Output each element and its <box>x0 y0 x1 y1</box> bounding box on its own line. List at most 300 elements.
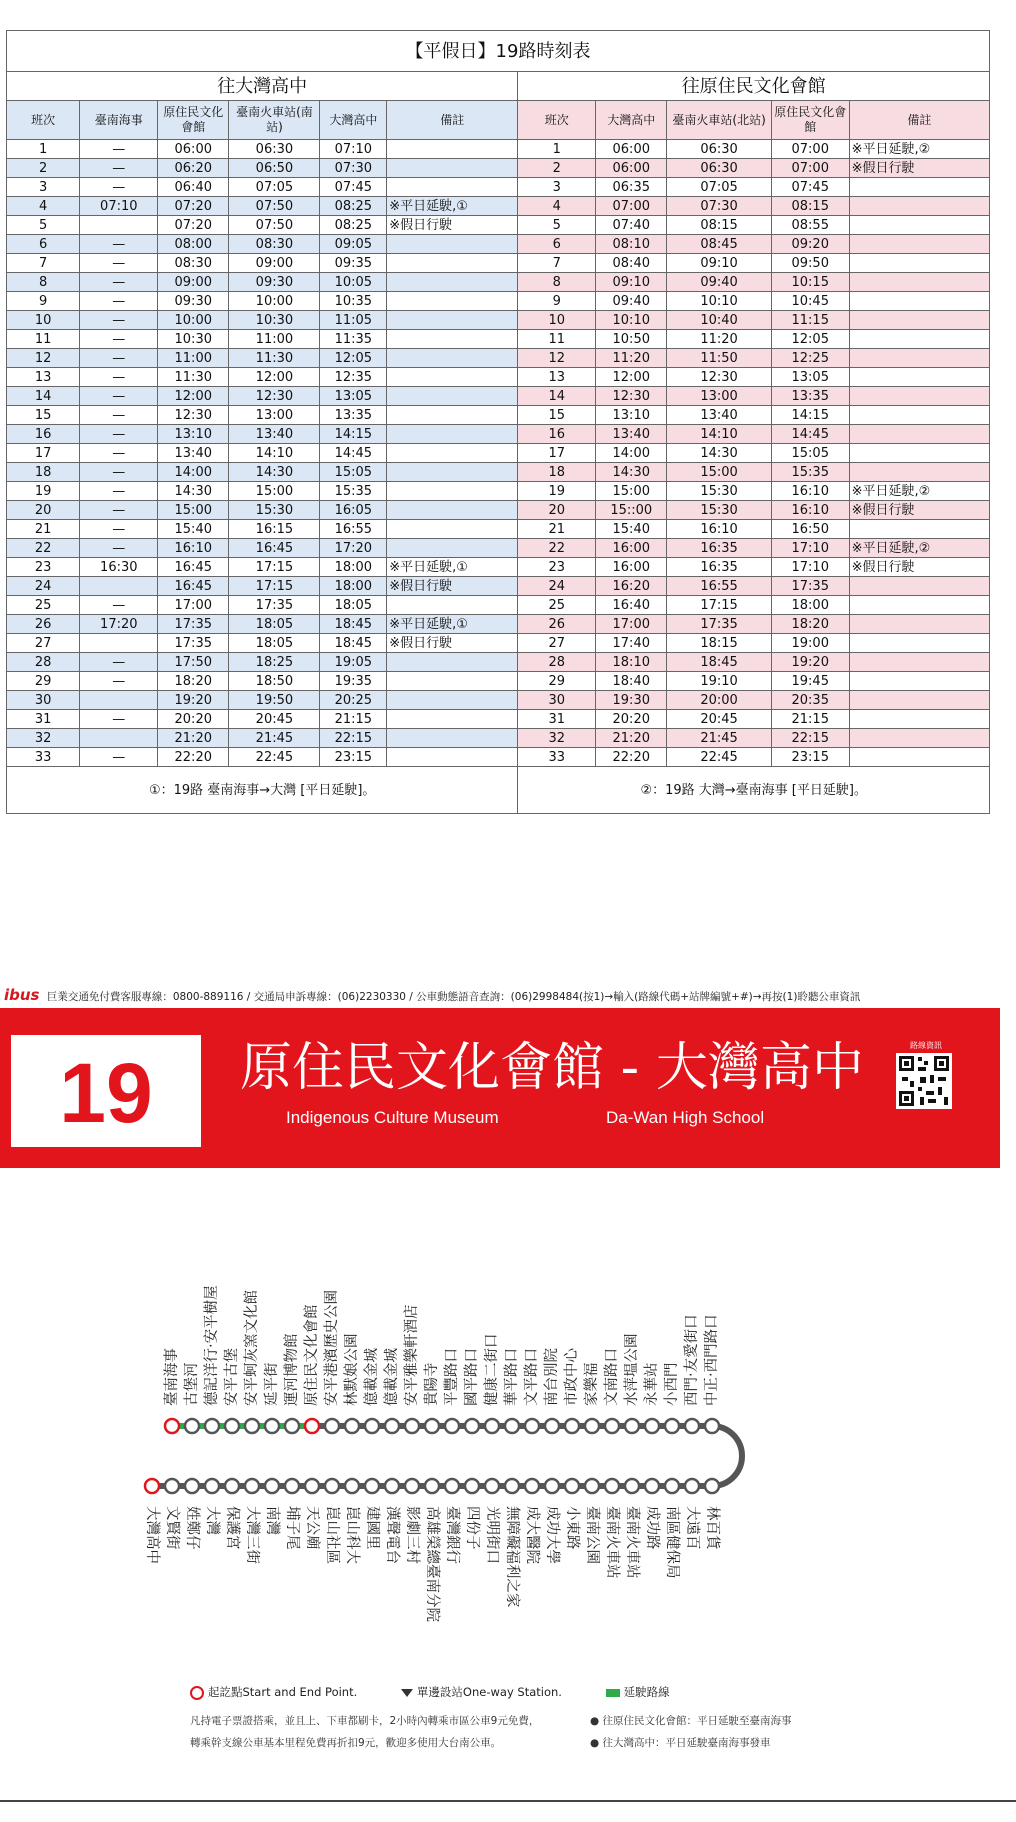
cell-left-5: ※假日行駛 <box>387 634 518 653</box>
cell-left-0: 12 <box>7 349 80 368</box>
station-top-23: 水萍塭公園 <box>624 1333 640 1406</box>
station-bottom-3: 大灣 <box>204 1506 220 1535</box>
cell-right-1: 12:00 <box>596 368 667 387</box>
header-left-3: 臺南火車站(南站) <box>229 101 320 140</box>
station-dot-top <box>465 1419 479 1433</box>
cell-right-1: 22:20 <box>596 748 667 767</box>
cell-right-0: 22 <box>518 539 596 558</box>
station-dot-top <box>385 1419 399 1433</box>
station-dot-bottom <box>505 1479 519 1493</box>
cell-right-1: 16:00 <box>596 539 667 558</box>
cell-left-3: 13:40 <box>229 425 320 444</box>
cell-left-4: 23:15 <box>320 748 387 767</box>
cell-left-5 <box>387 254 518 273</box>
cell-right-0: 21 <box>518 520 596 539</box>
station-bottom-17: 光明街口 <box>484 1506 500 1564</box>
cell-left-3: 18:05 <box>229 634 320 653</box>
cell-left-2: 20:20 <box>158 710 229 729</box>
cell-left-5 <box>387 406 518 425</box>
station-dot-bottom <box>205 1479 219 1493</box>
station-top-10: 億載金城 <box>364 1348 380 1406</box>
cell-right-3: 16:50 <box>771 520 849 539</box>
cell-left-0: 8 <box>7 273 80 292</box>
cell-left-3: 17:35 <box>229 596 320 615</box>
cell-left-4: 13:35 <box>320 406 387 425</box>
cell-left-0: 11 <box>7 330 80 349</box>
cell-right-2: 06:30 <box>667 159 772 178</box>
station-dot-top <box>345 1419 359 1433</box>
cell-right-0: 10 <box>518 311 596 330</box>
station-dot-top <box>505 1419 519 1433</box>
cell-right-2: 06:30 <box>667 140 772 159</box>
cell-right-0: 20 <box>518 501 596 520</box>
header-right-3: 原住民文化會館 <box>771 101 849 140</box>
cell-left-3: 07:05 <box>229 178 320 197</box>
station-dot-bottom <box>465 1479 479 1493</box>
cell-left-4: 18:45 <box>320 615 387 634</box>
cell-left-0: 18 <box>7 463 80 482</box>
cell-left-5 <box>387 235 518 254</box>
cell-right-1: 15:40 <box>596 520 667 539</box>
cell-right-4 <box>849 653 989 672</box>
cell-left-3: 10:30 <box>229 311 320 330</box>
cell-left-4: 19:05 <box>320 653 387 672</box>
cell-left-3: 21:45 <box>229 729 320 748</box>
table-row <box>7 577 990 596</box>
table-row <box>7 159 990 178</box>
cell-right-4 <box>849 387 989 406</box>
cell-right-2: 22:45 <box>667 748 772 767</box>
cell-right-3: 18:20 <box>771 615 849 634</box>
cell-right-0: 18 <box>518 463 596 482</box>
cell-right-1: 08:40 <box>596 254 667 273</box>
cell-right-0: 2 <box>518 159 596 178</box>
route-poster <box>0 978 1000 1798</box>
table-row <box>7 653 990 672</box>
qr-block <box>896 1040 956 1109</box>
legend-one-way: 單邊設站One-way Station. <box>401 1684 562 1700</box>
cell-right-2: 13:40 <box>667 406 772 425</box>
station-bottom-4: 保護宮 <box>224 1506 240 1550</box>
cell-left-1: — <box>80 596 158 615</box>
info-bar <box>4 986 996 1004</box>
cell-left-3: 15:30 <box>229 501 320 520</box>
cell-left-3: 16:15 <box>229 520 320 539</box>
cell-right-2: 10:10 <box>667 292 772 311</box>
cell-left-3: 12:00 <box>229 368 320 387</box>
cell-right-2: 20:00 <box>667 691 772 710</box>
cell-right-0: 25 <box>518 596 596 615</box>
cell-right-3: 15:35 <box>771 463 849 482</box>
cell-right-4 <box>849 463 989 482</box>
station-top-21: 家樂福 <box>584 1362 600 1406</box>
cell-left-2: 17:50 <box>158 653 229 672</box>
cell-right-4 <box>849 406 989 425</box>
cell-left-5: ※假日行駛 <box>387 577 518 596</box>
station-dot-top <box>405 1419 419 1433</box>
cell-left-0: 1 <box>7 140 80 159</box>
cell-left-5 <box>387 520 518 539</box>
cell-left-4: 18:00 <box>320 558 387 577</box>
station-dot-bottom <box>365 1479 379 1493</box>
cell-left-4: 07:30 <box>320 159 387 178</box>
header-right-0: 班次 <box>518 101 596 140</box>
cell-left-5 <box>387 178 518 197</box>
cell-left-2: 17:35 <box>158 634 229 653</box>
cell-left-4: 18:05 <box>320 596 387 615</box>
cell-right-4: ※平日延駛,② <box>849 482 989 501</box>
cell-left-2: 13:10 <box>158 425 229 444</box>
route-line <box>152 1426 742 1486</box>
cell-left-2: 13:40 <box>158 444 229 463</box>
cell-left-2: 06:40 <box>158 178 229 197</box>
cell-left-2: 17:00 <box>158 596 229 615</box>
station-dot-bottom <box>145 1479 159 1493</box>
cell-right-3: 08:15 <box>771 197 849 216</box>
cell-right-3: 19:00 <box>771 634 849 653</box>
table-row <box>7 463 990 482</box>
cell-left-4: 15:35 <box>320 482 387 501</box>
table-row <box>7 729 990 748</box>
cell-right-0: 7 <box>518 254 596 273</box>
station-bottom-25: 成功路 <box>644 1506 660 1550</box>
table-row <box>7 349 990 368</box>
cell-right-2: 12:30 <box>667 368 772 387</box>
station-dot-top <box>565 1419 579 1433</box>
cell-right-4: ※平日延駛,② <box>849 140 989 159</box>
cell-right-3: 10:15 <box>771 273 849 292</box>
cell-left-0: 13 <box>7 368 80 387</box>
cell-left-0: 31 <box>7 710 80 729</box>
cell-right-2: 15:00 <box>667 463 772 482</box>
cell-left-0: 19 <box>7 482 80 501</box>
cell-left-3: 12:30 <box>229 387 320 406</box>
cell-left-0: 28 <box>7 653 80 672</box>
cell-left-0: 3 <box>7 178 80 197</box>
cell-left-2: 11:30 <box>158 368 229 387</box>
cell-left-1: — <box>80 463 158 482</box>
cell-left-5 <box>387 444 518 463</box>
cell-right-0: 11 <box>518 330 596 349</box>
notes-left <box>190 1710 539 1754</box>
cell-left-1: — <box>80 444 158 463</box>
cell-left-3: 22:45 <box>229 748 320 767</box>
station-dot-bottom <box>285 1479 299 1493</box>
station-dot-top <box>265 1419 279 1433</box>
cell-right-3: 09:50 <box>771 254 849 273</box>
cell-left-3: 10:00 <box>229 292 320 311</box>
cell-left-2: 22:20 <box>158 748 229 767</box>
station-top-11: 億載金城 <box>384 1348 400 1406</box>
cell-right-4 <box>849 368 989 387</box>
cell-left-0: 32 <box>7 729 80 748</box>
cell-right-0: 24 <box>518 577 596 596</box>
header-row <box>7 101 990 140</box>
cell-left-3: 17:15 <box>229 577 320 596</box>
station-bottom-21: 小東路 <box>564 1506 580 1550</box>
cell-left-4: 12:35 <box>320 368 387 387</box>
table-row <box>7 330 990 349</box>
cell-left-3: 11:30 <box>229 349 320 368</box>
direction-right: 往原住民文化會館 <box>518 72 990 101</box>
cell-left-4: 17:20 <box>320 539 387 558</box>
cell-right-1: 07:00 <box>596 197 667 216</box>
station-dot-top <box>665 1419 679 1433</box>
start-end-icon <box>190 1686 204 1700</box>
station-bottom-24: 臺南火車站 <box>624 1506 640 1579</box>
cell-right-0: 23 <box>518 558 596 577</box>
station-dot-top <box>205 1419 219 1433</box>
cell-right-3: 10:45 <box>771 292 849 311</box>
cell-right-4 <box>849 197 989 216</box>
station-dot-bottom <box>265 1479 279 1493</box>
cell-left-3: 09:30 <box>229 273 320 292</box>
cell-left-1: — <box>80 425 158 444</box>
station-bottom-16: 四份子 <box>464 1506 480 1550</box>
cell-right-2: 11:20 <box>667 330 772 349</box>
cell-left-1: — <box>80 406 158 425</box>
cell-left-3: 07:50 <box>229 197 320 216</box>
table-row <box>7 710 990 729</box>
cell-left-5 <box>387 653 518 672</box>
legend <box>190 1684 710 1700</box>
cell-right-0: 4 <box>518 197 596 216</box>
cell-right-1: 06:00 <box>596 159 667 178</box>
cell-right-2: 18:45 <box>667 653 772 672</box>
cell-left-4: 09:35 <box>320 254 387 273</box>
cell-left-5 <box>387 482 518 501</box>
station-dot-bottom <box>385 1479 399 1493</box>
cell-left-0: 10 <box>7 311 80 330</box>
route-banner <box>0 1008 1000 1168</box>
cell-right-3: 16:10 <box>771 482 849 501</box>
station-top-26: 西門‧友愛街口 <box>684 1314 700 1406</box>
cell-left-2: 21:20 <box>158 729 229 748</box>
cell-left-2: 14:30 <box>158 482 229 501</box>
station-bottom-22: 臺南公園 <box>584 1506 600 1564</box>
station-dot-top <box>185 1419 199 1433</box>
cell-left-1: — <box>80 254 158 273</box>
cell-left-3: 15:00 <box>229 482 320 501</box>
cell-left-4: 08:25 <box>320 216 387 235</box>
station-bottom-19: 成大醫院 <box>524 1506 540 1564</box>
notes-right <box>590 1710 792 1754</box>
cell-right-1: 20:20 <box>596 710 667 729</box>
table-row <box>7 235 990 254</box>
station-dot-bottom <box>645 1479 659 1493</box>
cell-right-1: 21:20 <box>596 729 667 748</box>
cell-left-0: 25 <box>7 596 80 615</box>
cell-right-3: 19:20 <box>771 653 849 672</box>
cell-left-4: 07:45 <box>320 178 387 197</box>
station-dot-bottom <box>705 1479 719 1493</box>
cell-right-0: 30 <box>518 691 596 710</box>
station-bottom-10: 崑山科大 <box>344 1506 360 1564</box>
cell-right-2: 16:10 <box>667 520 772 539</box>
header-right-4: 備註 <box>849 101 989 140</box>
cell-left-2: 10:00 <box>158 311 229 330</box>
cell-left-2: 19:20 <box>158 691 229 710</box>
station-top-24: 永華站 <box>644 1362 660 1406</box>
cell-right-4 <box>849 330 989 349</box>
cell-right-3: 09:20 <box>771 235 849 254</box>
header-right-2: 臺南火車站(北站) <box>667 101 772 140</box>
station-top-7: 原住民文化會館 <box>304 1304 320 1406</box>
table-row <box>7 482 990 501</box>
cell-left-0: 16 <box>7 425 80 444</box>
cell-left-5 <box>387 387 518 406</box>
station-dot-top <box>525 1419 539 1433</box>
station-bottom-27: 大遠百 <box>684 1506 700 1550</box>
cell-right-2: 21:45 <box>667 729 772 748</box>
station-bottom-28: 林百貨 <box>704 1506 720 1550</box>
cell-left-3: 14:10 <box>229 444 320 463</box>
cell-right-1: 10:10 <box>596 311 667 330</box>
table-row <box>7 387 990 406</box>
cell-left-4: 19:35 <box>320 672 387 691</box>
table-row <box>7 501 990 520</box>
cell-left-0: 21 <box>7 520 80 539</box>
route-number-box <box>8 1032 204 1150</box>
station-bottom-26: 南區健保局 <box>664 1506 680 1579</box>
cell-right-2: 16:35 <box>667 558 772 577</box>
station-dot-bottom <box>305 1479 319 1493</box>
cell-right-4: ※平日延駛,② <box>849 539 989 558</box>
cell-left-0: 29 <box>7 672 80 691</box>
cell-left-1: — <box>80 159 158 178</box>
table-row <box>7 292 990 311</box>
cell-right-2: 13:00 <box>667 387 772 406</box>
station-bottom-9: 崑山社區 <box>324 1506 340 1564</box>
cell-right-2: 09:10 <box>667 254 772 273</box>
cell-left-4: 07:10 <box>320 140 387 159</box>
timetable-body <box>7 140 990 767</box>
cell-right-0: 26 <box>518 615 596 634</box>
cell-right-2: 17:15 <box>667 596 772 615</box>
cell-right-4: ※假日行駛 <box>849 558 989 577</box>
station-dot-top <box>225 1419 239 1433</box>
cell-left-0: 22 <box>7 539 80 558</box>
cell-left-2: 12:00 <box>158 387 229 406</box>
table-row <box>7 596 990 615</box>
cell-left-2: 17:35 <box>158 615 229 634</box>
cell-right-4 <box>849 748 989 767</box>
note-left-2: 轉乘幹支線公車基本里程免費再折扣9元，歡迎多使用大台南公車。 <box>190 1737 502 1749</box>
station-dot-bottom <box>625 1479 639 1493</box>
cell-right-4 <box>849 710 989 729</box>
cell-left-1: — <box>80 501 158 520</box>
station-top-17: 華平路口 <box>504 1348 520 1406</box>
station-dot-bottom <box>565 1479 579 1493</box>
cell-right-1: 18:40 <box>596 672 667 691</box>
cell-right-4 <box>849 425 989 444</box>
cell-left-3: 11:00 <box>229 330 320 349</box>
cell-right-1: 13:10 <box>596 406 667 425</box>
station-top-8: 安平港濱歷史公園 <box>324 1290 340 1406</box>
cell-right-2: 17:35 <box>667 615 772 634</box>
cell-right-3: 07:00 <box>771 140 849 159</box>
cell-left-1: — <box>80 539 158 558</box>
footnote-right <box>518 767 990 814</box>
cell-left-5 <box>387 425 518 444</box>
route-en-left: Indigenous Culture Museum <box>286 1108 499 1127</box>
cell-left-5 <box>387 140 518 159</box>
cell-right-0: 14 <box>518 387 596 406</box>
cell-left-2: 09:30 <box>158 292 229 311</box>
station-dot-bottom <box>325 1479 339 1493</box>
station-top-18: 文平路口 <box>524 1348 540 1406</box>
cell-left-0: 15 <box>7 406 80 425</box>
note-left-1: 凡持電子票證搭乘，並且上、下車都刷卡，2小時內轉乘市區公車9元免費， <box>190 1715 540 1727</box>
cell-left-0: 23 <box>7 558 80 577</box>
cell-right-4 <box>849 691 989 710</box>
cell-left-3: 06:50 <box>229 159 320 178</box>
cell-left-5 <box>387 501 518 520</box>
cell-right-2: 20:45 <box>667 710 772 729</box>
station-dot-top <box>545 1419 559 1433</box>
cell-left-4: 18:45 <box>320 634 387 653</box>
cell-left-1: — <box>80 653 158 672</box>
cell-right-3: 12:25 <box>771 349 849 368</box>
cell-right-4 <box>849 292 989 311</box>
table-row <box>7 539 990 558</box>
cell-right-1: 14:00 <box>596 444 667 463</box>
legend-start-end: 起訖點Start and End Point. <box>190 1684 357 1700</box>
station-dot-bottom <box>605 1479 619 1493</box>
cell-left-0: 20 <box>7 501 80 520</box>
cell-right-2: 07:05 <box>667 178 772 197</box>
cell-left-5 <box>387 159 518 178</box>
cell-right-3: 08:55 <box>771 216 849 235</box>
table-row <box>7 197 990 216</box>
cell-left-4: 12:05 <box>320 349 387 368</box>
station-dot-top <box>325 1419 339 1433</box>
cell-left-1: 17:20 <box>80 615 158 634</box>
cell-right-2: 16:55 <box>667 577 772 596</box>
cell-right-1: 19:30 <box>596 691 667 710</box>
route-number: 19 <box>59 1046 153 1140</box>
cell-left-5 <box>387 596 518 615</box>
cell-left-4: 16:55 <box>320 520 387 539</box>
cell-left-2: 15:40 <box>158 520 229 539</box>
cell-left-4: 15:05 <box>320 463 387 482</box>
cell-left-2: 06:00 <box>158 140 229 159</box>
cell-right-3: 14:45 <box>771 425 849 444</box>
station-top-20: 市政中心 <box>564 1348 580 1406</box>
cell-left-4: 22:15 <box>320 729 387 748</box>
cell-left-0: 4 <box>7 197 80 216</box>
station-bottom-13: 影劇三村 <box>404 1506 420 1564</box>
station-bottom-12: 漢聲電台 <box>384 1506 400 1564</box>
table-row <box>7 558 990 577</box>
station-dot-top <box>445 1419 459 1433</box>
station-top-14: 平豐路口 <box>444 1348 460 1406</box>
qr-code-icon[interactable] <box>896 1053 952 1109</box>
legend-extension: 延駛路線 <box>606 1684 670 1700</box>
extension-icon <box>606 1689 620 1697</box>
station-dot-top <box>365 1419 379 1433</box>
cell-left-1: 07:10 <box>80 197 158 216</box>
cell-left-4: 14:15 <box>320 425 387 444</box>
one-way-icon <box>401 1689 413 1697</box>
cell-right-1: 07:40 <box>596 216 667 235</box>
timetable <box>6 30 990 814</box>
cell-left-3: 18:50 <box>229 672 320 691</box>
cell-right-1: 13:40 <box>596 425 667 444</box>
cell-right-2: 08:45 <box>667 235 772 254</box>
cell-left-5: ※平日延駛,① <box>387 558 518 577</box>
station-top-3: 安平古堡 <box>224 1348 240 1406</box>
